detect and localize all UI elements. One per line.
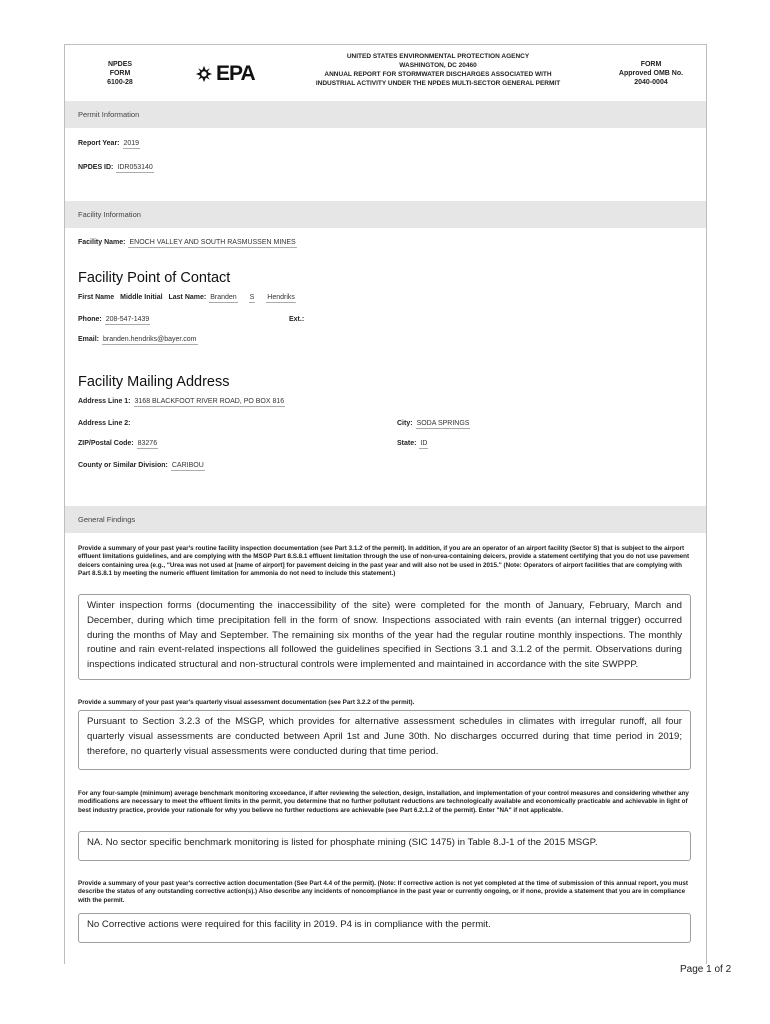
npdes-id-field <box>78 163 154 173</box>
form-id-line: 6100-28 <box>107 79 133 86</box>
agency-title-line: ANNUAL REPORT FOR STORMWATER DISCHARGES ASSOCIATED WITH <box>324 71 552 78</box>
facility-name-value[interactable]: ENOCH VALLEY AND SOUTH RASMUSSEN MINES <box>129 239 296 246</box>
middle-initial-label: Middle Initial <box>120 294 163 301</box>
zip-field <box>78 439 158 449</box>
city-label: City: <box>397 420 413 427</box>
address-line1-field <box>78 397 285 407</box>
benchmark-answer[interactable]: NA. No sector specific benchmark monitoring is listed for phosphate mining (SIC 1475) in Table 8.J-1 of the 2015 MSGP. <box>78 831 691 861</box>
zip-label: ZIP/Postal Code: <box>78 440 134 447</box>
email-value[interactable]: branden.hendriks@bayer.com <box>103 336 197 343</box>
city-field <box>397 419 470 429</box>
contact-name-labels <box>78 293 296 303</box>
county-value[interactable]: CARIBOU <box>171 462 204 469</box>
mailing-address-title: Facility Mailing Address <box>78 374 230 390</box>
phone-value[interactable]: 208-547-1439 <box>105 316 150 323</box>
page-number: Page 1 of 2 <box>680 964 732 975</box>
state-value[interactable]: ID <box>420 440 428 447</box>
omb-line: 2040-0004 <box>634 79 668 86</box>
city-value[interactable]: SODA SPRINGS <box>416 420 470 427</box>
omb-block <box>610 60 692 87</box>
county-label: County or Similar Division: <box>78 462 168 469</box>
inspection-question: Provide a summary of your past year's routine facility inspection documentation (see Part 3.1.2 of the permit). In addition, if you are an operator of an airport facility (Sector S) that is subject to the airport effluent limitations guidelines, and are complying with the MSGP Part 8.S.8.1 effluent limitation through the use of non-urea-containing deicers, provide a statement certifying that you do not use pavement deicers containing urea (e.g., "Urea was not used at [name of airport] for pavement deicing in the past year and will also not be used in 2015." (Note: Operators of airport facilities that are complying with Part 8.S.8.1 by meeting the numeric effluent limitation for ammonia do not need to include this statement.) <box>78 545 690 578</box>
agency-title-line: WASHINGTON, DC 20460 <box>399 62 477 69</box>
facility-name-field <box>78 238 297 248</box>
corrective-action-question: Provide a summary of your past year's corrective action documentation (See Part 4.4 of the permit). (Note: If corrective action is not yet completed at the time of submission of this annual report, you must describe the status of any outstanding corrective action(s).) Also describe any incidents of noncompliance in the past year or currently ongoing, or if none, provide a statement that you are in compliance with the permit. <box>78 880 688 904</box>
form-frame <box>64 44 707 964</box>
last-name-value[interactable]: Hendriks <box>267 294 295 301</box>
form-id-line: FORM <box>109 70 131 77</box>
address-line1-value[interactable]: 3168 BLACKFOOT RIVER ROAD, PO BOX 816 <box>134 398 285 405</box>
address-line2-field <box>78 419 131 429</box>
facility-name-label: Facility Name: <box>78 239 126 246</box>
agency-title-line: UNITED STATES ENVIRONMENTAL PROTECTION AGENCY <box>346 53 530 60</box>
ext-label: Ext.: <box>289 316 305 323</box>
ext-field <box>289 315 304 325</box>
benchmark-question: For any four-sample (minimum) average benchmark monitoring exceedance, if after reviewing the selection, design, installation, and implementation of your control measures and considering whether any modifications are necessary to meet the effluent limits in the permit, you determine that no further pollutant reductions are technologically available and economically practicable and achievable in light of best industry practice, provide your rationale for why you believe no further reductions are achievable (see Part 6.2.1.2 of the permit). Enter "NA" if not applicable. <box>78 790 689 814</box>
form-header <box>65 45 706 100</box>
zip-value[interactable]: 83276 <box>137 440 158 447</box>
facility-information-band: Facility Information <box>65 201 706 228</box>
inspection-answer[interactable]: Winter inspection forms (documenting the inaccessibility of the site) were completed for the month of January, February, March and December, during which time precipitation fell in the form of snow. Inspections associated with rain events (an internal trigger) occurred during the months of May and September. The remaining six months of the year had the regular routine monthly inspections. The monthly routine and rain event-related inspections all followed the guidelines specified in Sections 3.1 and 3.1.2 of the permit. Observations during inspections indicated structural and non-structural controls were implemented and maintained in accordance with the site SWPPP. <box>78 594 691 680</box>
form-id-line: NPDES <box>107 61 133 68</box>
email-field <box>78 335 198 345</box>
address-line1-label: Address Line 1: <box>78 398 131 405</box>
state-label: State: <box>397 440 417 447</box>
report-year-field <box>78 139 140 149</box>
report-year-value[interactable]: 2019 <box>123 140 140 147</box>
last-name-label: Last Name: <box>168 294 207 301</box>
epa-flower-icon <box>195 65 213 83</box>
npdes-id-value[interactable]: IDR053140 <box>117 164 153 171</box>
agency-title-line: INDUSTRIAL ACTIVITY UNDER THE NPDES MULTI-SECTOR GENERAL PERMIT <box>315 80 561 87</box>
corrective-action-answer[interactable]: No Corrective actions were required for this facility in 2019. P4 is in compliance with the permit. <box>78 913 691 943</box>
email-label: Email: <box>78 336 100 343</box>
report-year-label: Report Year: <box>78 140 120 147</box>
agency-title-block <box>303 52 573 88</box>
general-findings-band: General Findings <box>65 506 706 533</box>
epa-logo <box>195 63 255 85</box>
npdes-id-label: NPDES ID: <box>78 164 114 171</box>
permit-information-band: Permit Information <box>65 101 706 128</box>
form-id-block <box>90 60 150 87</box>
address-line2-label: Address Line 2: <box>78 420 131 427</box>
visual-assessment-answer[interactable]: Pursuant to Section 3.2.3 of the MSGP, which provides for alternative assessment schedules in climates with irregular runoff, all four quarterly visual assessments are conducted between April 1st and June 30th. No discharges occurred during that time period in 2019; therefore, no quarterly visual assessments were conducted during that time period. <box>78 710 691 770</box>
epa-logo-text: EPA <box>216 62 255 85</box>
phone-field <box>78 315 150 325</box>
phone-label: Phone: <box>78 316 102 323</box>
county-field <box>78 461 205 471</box>
omb-line: Approved OMB No. <box>618 70 684 77</box>
first-name-value[interactable]: Branden <box>210 294 237 301</box>
middle-initial-value[interactable]: S <box>249 294 255 301</box>
state-field <box>397 439 428 449</box>
point-of-contact-title: Facility Point of Contact <box>78 270 231 286</box>
visual-assessment-question: Provide a summary of your past year's quarterly visual assessment documentation (see Part 3.2.2 of the permit). <box>78 699 415 706</box>
first-name-label: First Name <box>78 294 115 301</box>
omb-line: FORM <box>640 61 662 68</box>
